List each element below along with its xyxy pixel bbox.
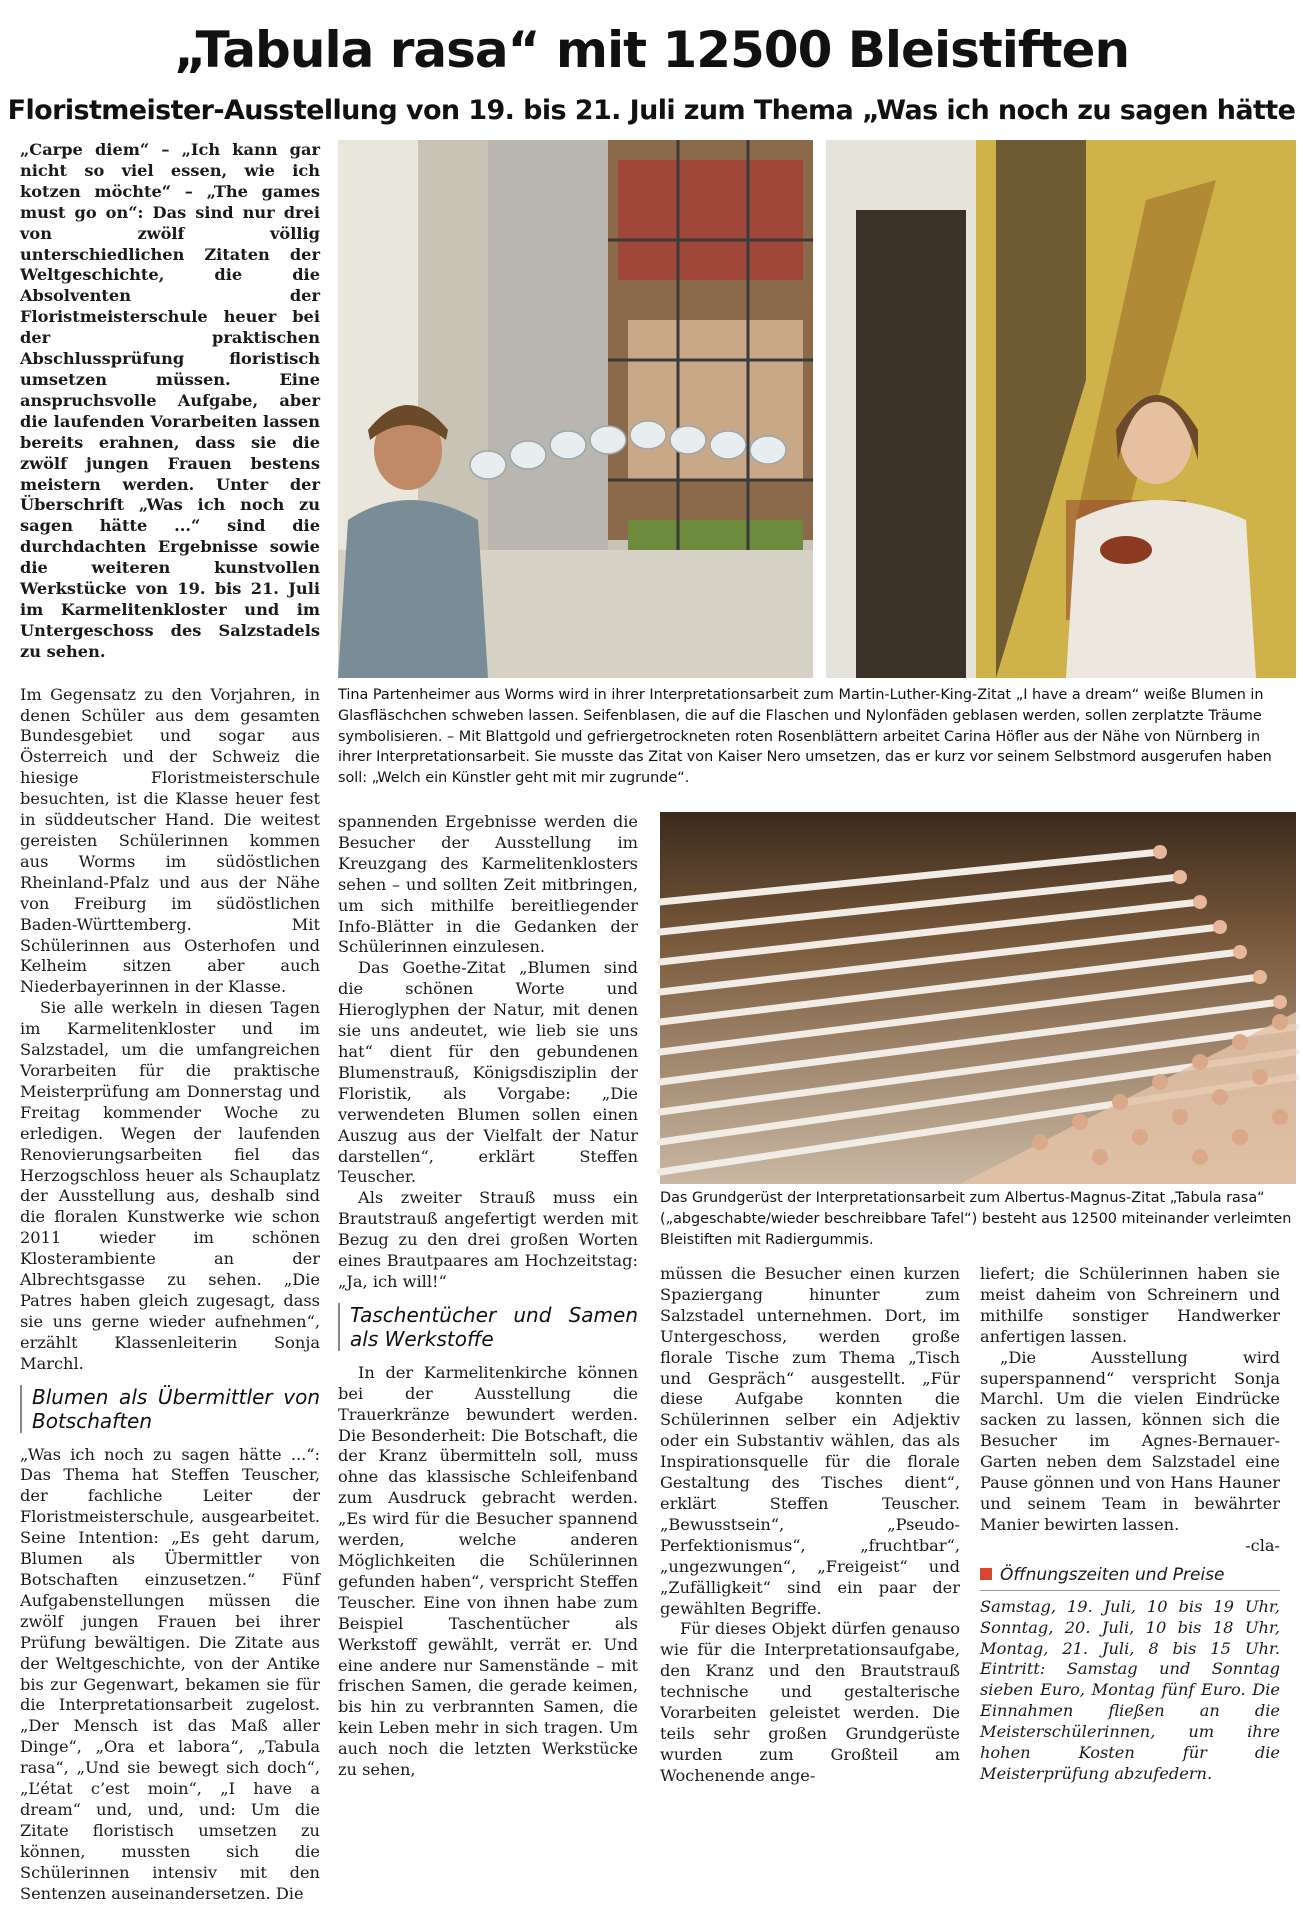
subheadline: Floristmeister-Ausstellung von 19. bis 21. Juli zum Thema „Was ich noch zu sagen hätte <box>7 95 1296 126</box>
column-1 <box>20 140 320 1905</box>
photo-pencils-image <box>660 812 1296 1184</box>
paragraph: Das Goethe-Zitat „Blumen sind die schönen Worte und Hieroglyphen der Natur, mit denen sie uns andeutet, wie lieb sie uns hat“ dient für den gebundenen Blumenstrauß, Königsdisziplin der Floristik, als Vorgabe: „Die verwendeten Blumen sollen einen Auszug aus der Vielfalt der Natur darstellen“, erklärt Steffen Teuscher. <box>338 958 638 1187</box>
divider <box>980 1590 1280 1591</box>
headline: „Tabula rasa“ mit 12500 Bleistiften <box>173 21 1130 79</box>
subheading-taschentuecher: Taschentücher und Samen als Werkstoffe <box>338 1303 638 1351</box>
author-signoff: -cla- <box>1245 1535 1280 1555</box>
paragraph: „Was ich noch zu sagen hätte ...“: Das Thema hat Steffen Teuscher, der fachliche Leiter der Floristmeisterschule, ausgearbeitet. Seine Intention: „Es geht darum, Blumen als Übermittler von Botschaften einzusetzen.“ Fünf Aufgabenstellungen müssen die zwölf jungen Frauen bei ihrer Prüfung bewältigen. Die Zitate aus der Weltgeschichte, von der Antike bis zur Gegenwart, bekamen sie für die Interpretationsarbeit zugelost. „Der Mensch ist das Maß aller Dinge“, „Ora et labora“, „Tabula rasa“, „Und sie bewegt sich doch“, „L’état c’est moin“, „I have a dream“ und, und, und: Um die Zitate floristisch umsetzen zu können, mussten sich die Schülerinnen intensiv mit den Sentenzen auseinandersetzen. Die <box>20 1444 320 1903</box>
paragraph: „Die Ausstellung wird superspannend“ verspricht Sonja Marchl. Um die vielen Eindrücke sacken zu lassen, können sich die Besucher im Agnes-Bernauer-Garten neben dem Salzstadel eine Pause gönnen und von Hans Hauner und seinem Team in bewährter Manier bewirten lassen. <box>980 1347 1280 1534</box>
photo-glass-bottles <box>338 140 813 678</box>
paragraph: Als zweiter Strauß muss ein Brautstrauß angefertigt werden mit Bezug zu den drei großen Worten eines Brautpaares am Hochzeitstag: „Ja, ich will!“ <box>338 1188 638 1291</box>
column-4 <box>980 1264 1280 1785</box>
lead-paragraph: „Carpe diem“ – „Ich kann gar nicht so viel essen, wie ich kotzen möchte“ – „The games must go on“: Das sind nur drei von zwölf völlig unterschiedlichen Zitaten der Weltgeschichte, die die Absolventen der Floristmeisterschule heuer bei der praktischen Abschlussprüfung floristisch umsetzen müssen. Eine anspruchsvolle Aufgabe, aber die laufenden Vorarbeiten lassen bereits erahnen, dass sie die zwölf jungen Frauen bestens meistern werden. Unter der Überschrift „Was ich noch zu sagen hätte ...“ sind die durchdachten Ergebnisse sowie die weiteren kunstvollen Werkstücke von 19. bis 21. Juli im Karmelitenkloster und im Untergeschoss des Salzstadels zu sehen. <box>20 140 320 661</box>
column-2 <box>338 812 638 1781</box>
caption-pencils: Das Grundgerüst der Interpretationsarbeit zum Albertus-Magnus-Zitat „Tabula rasa“ („abgeschabte/wieder beschreibbare Tafel“) besteht aus 12500 miteinander verleimten Bleistiften mit Radiergummis. <box>660 1190 1292 1248</box>
paragraph: Für dieses Objekt dürfen genauso wie für die Interpretationsaufgabe, den Kranz und den Brautstrauß technische und gestalterische Vorarbeiten geleistet werden. Die teils sehr großen Grundgerüste wurden zum Großteil am Wochenende ange- <box>660 1619 960 1785</box>
square-bullet-icon <box>980 1568 992 1580</box>
paragraph: müssen die Besucher einen kurzen Spaziergang hinunter zum Salzstadel unternehmen. Dort, im Untergeschoss, werden große florale Tische zum Thema „Tisch und Gespräch“ ausgestellt. „Für diese Aufgabe konnten die Schülerinnen selber ein Adjektiv oder ein Substantiv wählen, das als Inspirationsquelle für die florale Gestaltung des Tisches dient“, erklärt Steffen Teuscher. „Bewusstsein“, „Pseudo-Perfektionismus“, „fruchtbar“, „ungezwungen“, „Freigeist“ und „Zufälligkeit“ sind ein paar der gewählten Begriffe. <box>660 1264 960 1618</box>
info-text: Samstag, 19. Juli, 10 bis 19 Uhr, Sonntag, 20. Juli, 10 bis 18 Uhr, Montag, 21. Juli, 8 bis 15 Uhr. Eintritt: Samstag und Sonntag sieben Euro, Montag fünf Euro. Die Einnahmen fließen an die Meisterschülerinnen, um ihre hohen Kosten für die Meisterprüfung abzufedern. <box>980 1596 1280 1783</box>
info-heading <box>980 1563 1280 1587</box>
paragraph: In der Karmelitenkirche können bei der Ausstellung die Trauerkränze bewundert werden. Die Besonderheit: Die Botschaft, die der Kranz übermitteln soll, muss ohne das klassische Schleifenband zum Ausdruck gebracht werden. „Es wird für die Besucher spannend werden, welche anderen Möglichkeiten die Schülerinnen gefunden haben“, verspricht Steffen Teuscher. Eine von ihnen habe zum Beispiel Taschentücher als Werkstoff gewählt, verrät er. Und eine andere nur Samenstände – mit frischen Samen, die gerade keimen, bis hin zu verbrannten Samen, die kein Leben mehr in sich tragen. Um auch noch die letzten Werkstücke zu sehen, <box>338 1362 638 1780</box>
photo-glass-bottles-image <box>338 140 813 678</box>
column-3 <box>660 1264 960 1787</box>
photo-gold-leaf-image <box>826 140 1296 678</box>
paragraph: liefert; die Schülerinnen haben sie meist daheim von Schreinern und mithilfe sonstiger Handwerker anfertigen lassen. <box>980 1264 1280 1346</box>
photo-gold-leaf <box>826 140 1296 678</box>
info-heading-text: Öffnungszeiten und Preise <box>1000 1564 1225 1585</box>
subheading-blumen: Blumen als Übermittler von Botschaften <box>20 1385 320 1433</box>
paragraph: Sie alle werkeln in diesen Tagen im Karmelitenkloster und im Salzstadel, um die umfangreichen Vorarbeiten für die praktische Meisterprüfung am Donnerstag und Freitag kommender Woche zu erledigen. Wegen der laufenden Renovierungsarbeiten fiel das Herzogschloss heuer als Schauplatz der Ausstellung aus, deshalb sind die floralen Kunstwerke wie schon 2011 wieder im schönen Klosterambiente an der Albrechtsgasse zu sehen. „Die Patres haben gleich zugesagt, dass sie uns gerne wieder aufnehmen“, erzählt Klassenleiterin Sonja Marchl. <box>20 998 320 1373</box>
photo-pencils <box>660 812 1296 1184</box>
paragraph: spannenden Ergebnisse werden die Besucher der Ausstellung im Kreuzgang des Karmelitenklosters sehen – und sollten Zeit mitbringen, um sich mithilfe bereitliegender Info-Blätter in die Gedanken der Schülerinnen einzulesen. <box>338 812 638 957</box>
caption-top-photos: Tina Partenheimer aus Worms wird in ihrer Interpretationsarbeit zum Martin-Luther-King-Zitat „I have a dream“ weiße Blumen in Glasfläschchen schweben lassen. Seifenblasen, die auf die Flaschen und Nylonfäden geblasen werden, sollen zerplatzte Träume symbolisieren. – Mit Blattgold und gefriergetrockneten roten Rosenblättern arbeitet Carina Höfler aus der Nähe von Nürnberg in ihrer Interpretationsarbeit. Sie musste das Zitat von Kaiser Nero umsetzen, das er kurz vor seinem Selbstmord ausgerufen haben soll: „Welch ein Künstler geht mit mir zugrunde“. <box>338 687 1272 787</box>
paragraph: Im Gegensatz zu den Vorjahren, in denen Schüler aus dem gesamten Bundesgebiet und sogar aus Österreich und der Schweiz die hiesige Floristmeisterschule besuchten, ist die Klasse heuer fest in süddeutscher Hand. Die weitest gereisten Schülerinnen kommen aus Worms im südöstlichen Rheinland-Pfalz und aus der Nähe von Freiburg im südöstlichen Baden-Württemberg. Mit Schülerinnen aus Osterhofen und Kelheim sitzen aber auch Niederbayerinnen in der Klasse. <box>20 684 320 997</box>
